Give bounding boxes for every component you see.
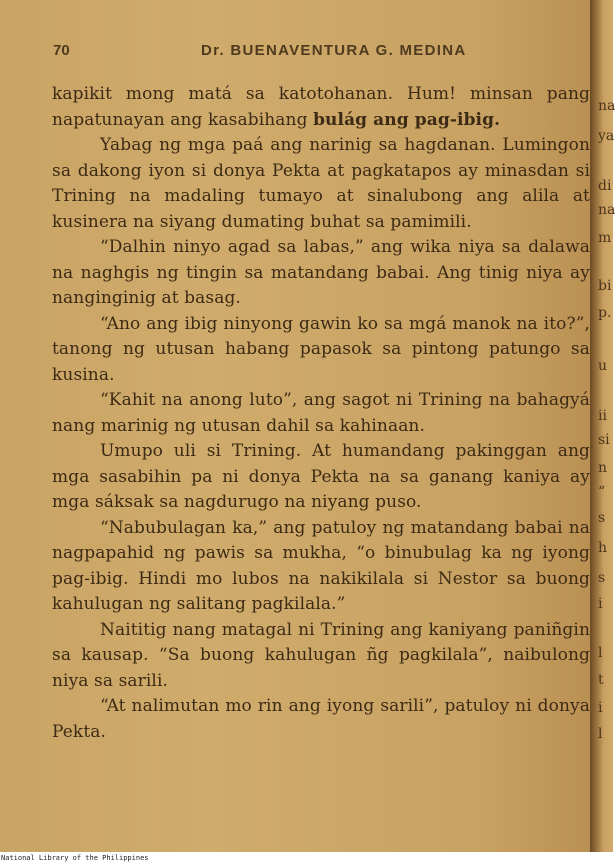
paragraph: Umupo uli si Trining. At humandang pakinggan ang mga sasabihin pa ni donya Pekta na sa ganang kaniya ay mga sáksak sa nagdurugo na niyang puso. bbox=[52, 441, 590, 512]
paragraph: “Ano ang ibig ninyong gawin ko sa mgá manok na ito?”, tanong ng utusan habang papasok sa pintong patungo sa kusina. bbox=[52, 313, 590, 385]
edge-text-fragment: s bbox=[598, 570, 606, 586]
edge-text-fragment: na bbox=[598, 202, 615, 218]
paragraph: “Kahit na anong luto”, ang sagot ni Trining na bahagyá nang marinig ng utusan dahil sa kahinaan. bbox=[52, 390, 590, 436]
edge-text-fragment: u bbox=[598, 358, 608, 374]
paragraph: “Nabubulagan ka,” ang patuloy ng matandang babai na nagpapahid ng pawis sa mukha, “o binubulag ka ng iyong pag-ibig. Hindi mo lubos na nakikilala si Nestor sa buong kahulugan ng salitang pagkilala.” bbox=[52, 517, 590, 614]
edge-text-fragment: i bbox=[598, 596, 603, 612]
paragraph: “At nalimutan mo rin ang iyong sarili”, patuloy ni donya Pekta. bbox=[52, 696, 590, 742]
edge-text-fragment: ya bbox=[598, 128, 615, 144]
paragraph: kapikit mong matá sa katotohanan. Hum! minsan pang napatunayan ang kasabihang bulág ang pag-ibig. bbox=[52, 84, 590, 130]
emphasis-text: bulág ang pag-ibig. bbox=[313, 109, 501, 130]
paragraph: Yabag ng mga paá ang narinig sa hagdanan. Lumingon sa dakong iyon si donya Pekta at pagkatapos ay minasdan si Trining na madaling tumayo at sinalubong ang alila at kusinera na siyang dumating buhat sa pamimili. bbox=[52, 135, 590, 232]
running-head: Dr. BUENAVENTURA G. MEDINA bbox=[201, 42, 467, 59]
edge-text-fragment: l bbox=[598, 726, 603, 742]
edge-text-fragment: na bbox=[598, 98, 615, 114]
edge-text-fragment: s bbox=[598, 510, 606, 526]
edge-text-fragment: di bbox=[598, 178, 612, 194]
edge-text-fragment: n bbox=[598, 460, 608, 476]
page-body bbox=[52, 82, 590, 745]
edge-text-fragment: l bbox=[598, 645, 603, 661]
adjacent-page-edge bbox=[590, 0, 613, 852]
edge-text-fragment: p. bbox=[598, 305, 612, 321]
edge-text-fragment: bi bbox=[598, 278, 612, 294]
edge-text-fragment: h bbox=[598, 540, 608, 556]
edge-text-fragment: t bbox=[598, 672, 604, 688]
edge-text-fragment: ii bbox=[598, 408, 607, 424]
edge-text-fragment: si bbox=[598, 432, 610, 448]
footer-watermark: National Library of the Philippines bbox=[0, 853, 614, 863]
paragraph: Naititig nang matagal ni Trining ang kaniyang paniñgin sa kausap. “Sa buong kahulugan ñg pagkilala”, naibulong niya sa sarili. bbox=[52, 619, 590, 691]
paragraph: “Dalhin ninyo agad sa labas,” ang wika niya sa dalawa na naghgis ng tingin sa matandang babai. Ang tinig niya ay nanginginig at basag. bbox=[52, 237, 590, 308]
page-header bbox=[53, 42, 573, 62]
edge-text-fragment: “ bbox=[598, 484, 606, 500]
edge-text-fragment: m bbox=[598, 230, 612, 246]
page-number: 70 bbox=[53, 42, 70, 59]
edge-text-fragment: i bbox=[598, 700, 603, 716]
